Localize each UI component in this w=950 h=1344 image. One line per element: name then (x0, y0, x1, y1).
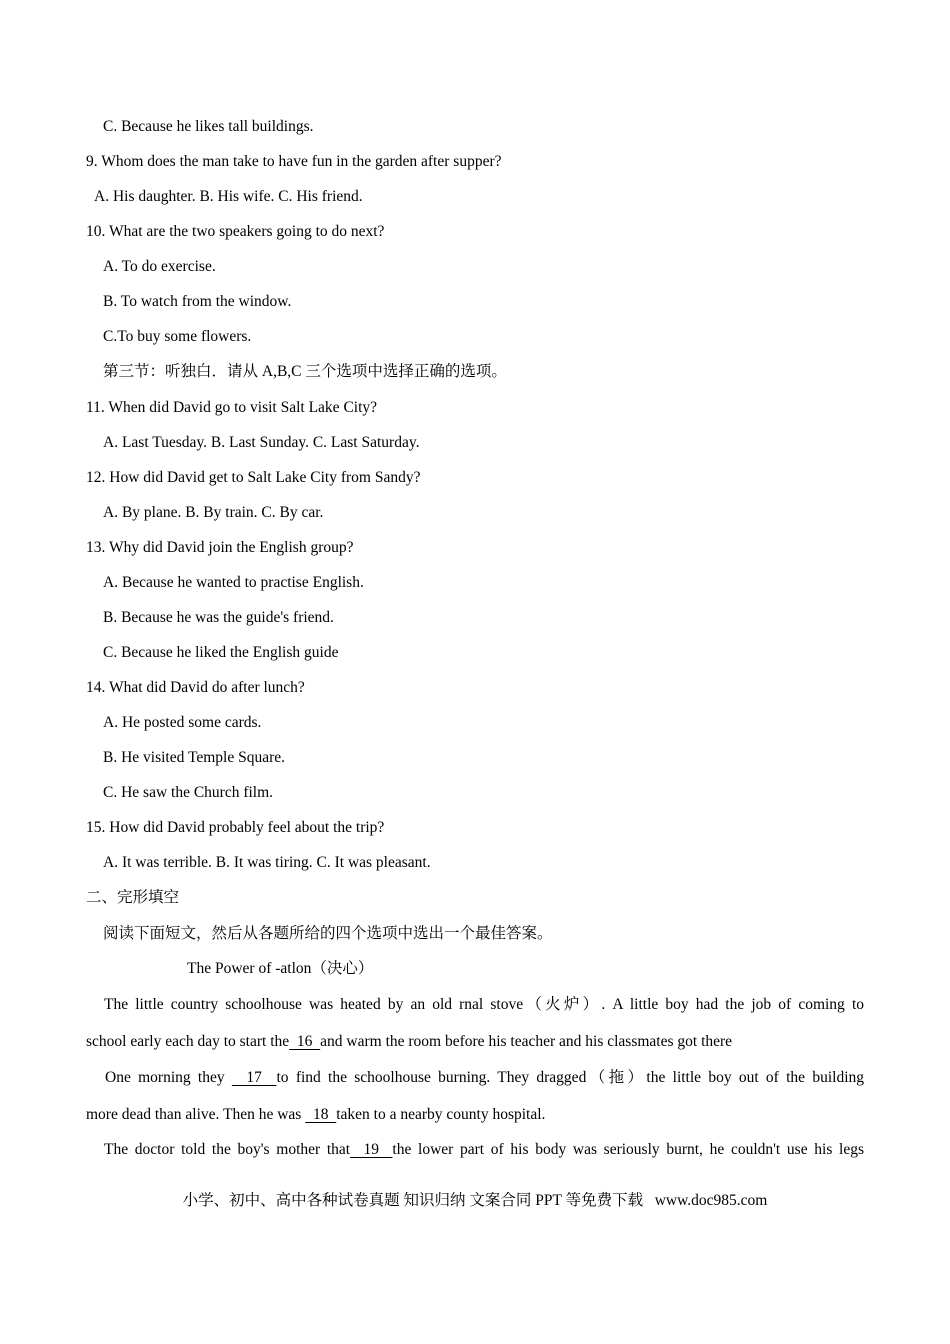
blank-17: 17 (231, 1069, 277, 1086)
cloze-paragraph1-line2 (86, 1032, 732, 1052)
q15-options: A. It was terrible. B. It was tiring. C. It was pleasant. (103, 854, 431, 871)
blank-18: 18 (305, 1106, 337, 1123)
q14-question: 14. What did David do after lunch? (86, 679, 305, 696)
text-segment: The doctor told the boy's mother that (104, 1141, 351, 1158)
q13-option-a: A. Because he wanted to practise English. (103, 574, 364, 591)
cloze-paragraph1-line1: The little country schoolhouse was heated by an old rnal stove（火炉）. A little boy had the job of coming to (104, 996, 864, 1013)
q14-option-a: A. He posted some cards. (103, 714, 262, 731)
q11-question: 11. When did David go to visit Salt Lake City? (86, 399, 378, 416)
text-segment: the lower part of his body was seriously burnt, he couldn't use his legs (392, 1141, 865, 1158)
q15-question: 15. How did David probably feel about the trip? (86, 819, 385, 836)
q9-question: 9. Whom does the man take to have fun in the garden after supper? (86, 153, 502, 170)
q14-option-c: C. He saw the Church film. (103, 784, 274, 801)
q10-option-c: C.To buy some flowers. (103, 328, 252, 345)
q13-question: 13. Why did David join the English group? (86, 539, 354, 556)
cloze-section-heading: 二、完形填空 (86, 889, 180, 906)
text-segment: taken to a nearby county hospital. (336, 1106, 546, 1123)
q10-option-a: A. To do exercise. (103, 258, 216, 275)
text-segment: and warm the room before his teacher and his classmates got there (320, 1033, 733, 1050)
cloze-paragraph2-line1 (105, 1068, 864, 1088)
q13-option-c: C. Because he liked the English guide (103, 644, 339, 661)
q12-question: 12. How did David get to Salt Lake City from Sandy? (86, 469, 421, 486)
text-segment: to find the schoolhouse burning. They dragged（拖）the little boy out of the building (276, 1069, 865, 1086)
text-segment: school early each day to start the (86, 1033, 290, 1050)
cloze-paragraph3-line1 (104, 1140, 864, 1160)
q11-options: A. Last Tuesday. B. Last Sunday. C. Last Saturday. (103, 434, 420, 451)
blank-16: 16 (289, 1033, 321, 1050)
text-segment: more dead than alive. Then he was (86, 1106, 306, 1123)
q12-options: A. By plane. B. By train. C. By car. (103, 504, 324, 521)
q9-options: A. His daughter. B. His wife. C. His friend. (94, 188, 363, 205)
q10-option-b: B. To watch from the window. (103, 293, 292, 310)
q8-option-c: C. Because he likes tall buildings. (103, 118, 314, 135)
cloze-instruction: 阅读下面短文，然后从各题所给的四个选项中选出一个最佳答案。 (103, 925, 553, 942)
text-segment: One morning they (105, 1069, 232, 1086)
q14-option-b: B. He visited Temple Square. (103, 749, 286, 766)
cloze-paragraph2-line2 (86, 1105, 545, 1125)
cloze-title: The Power of -atlon（决心） (187, 960, 374, 977)
q10-question: 10. What are the two speakers going to do next? (86, 223, 385, 240)
q13-option-b: B. Because he was the guide's friend. (103, 609, 334, 626)
page-footer: 小学、初中、高中各种试卷真题 知识归纳 文案合同 PPT 等免费下载 www.doc985.com (182, 1192, 768, 1209)
blank-19: 19 (350, 1141, 393, 1158)
section3-heading: 第三节：听独白．请从 A,B,C 三个选项中选择正确的选项。 (103, 363, 507, 380)
